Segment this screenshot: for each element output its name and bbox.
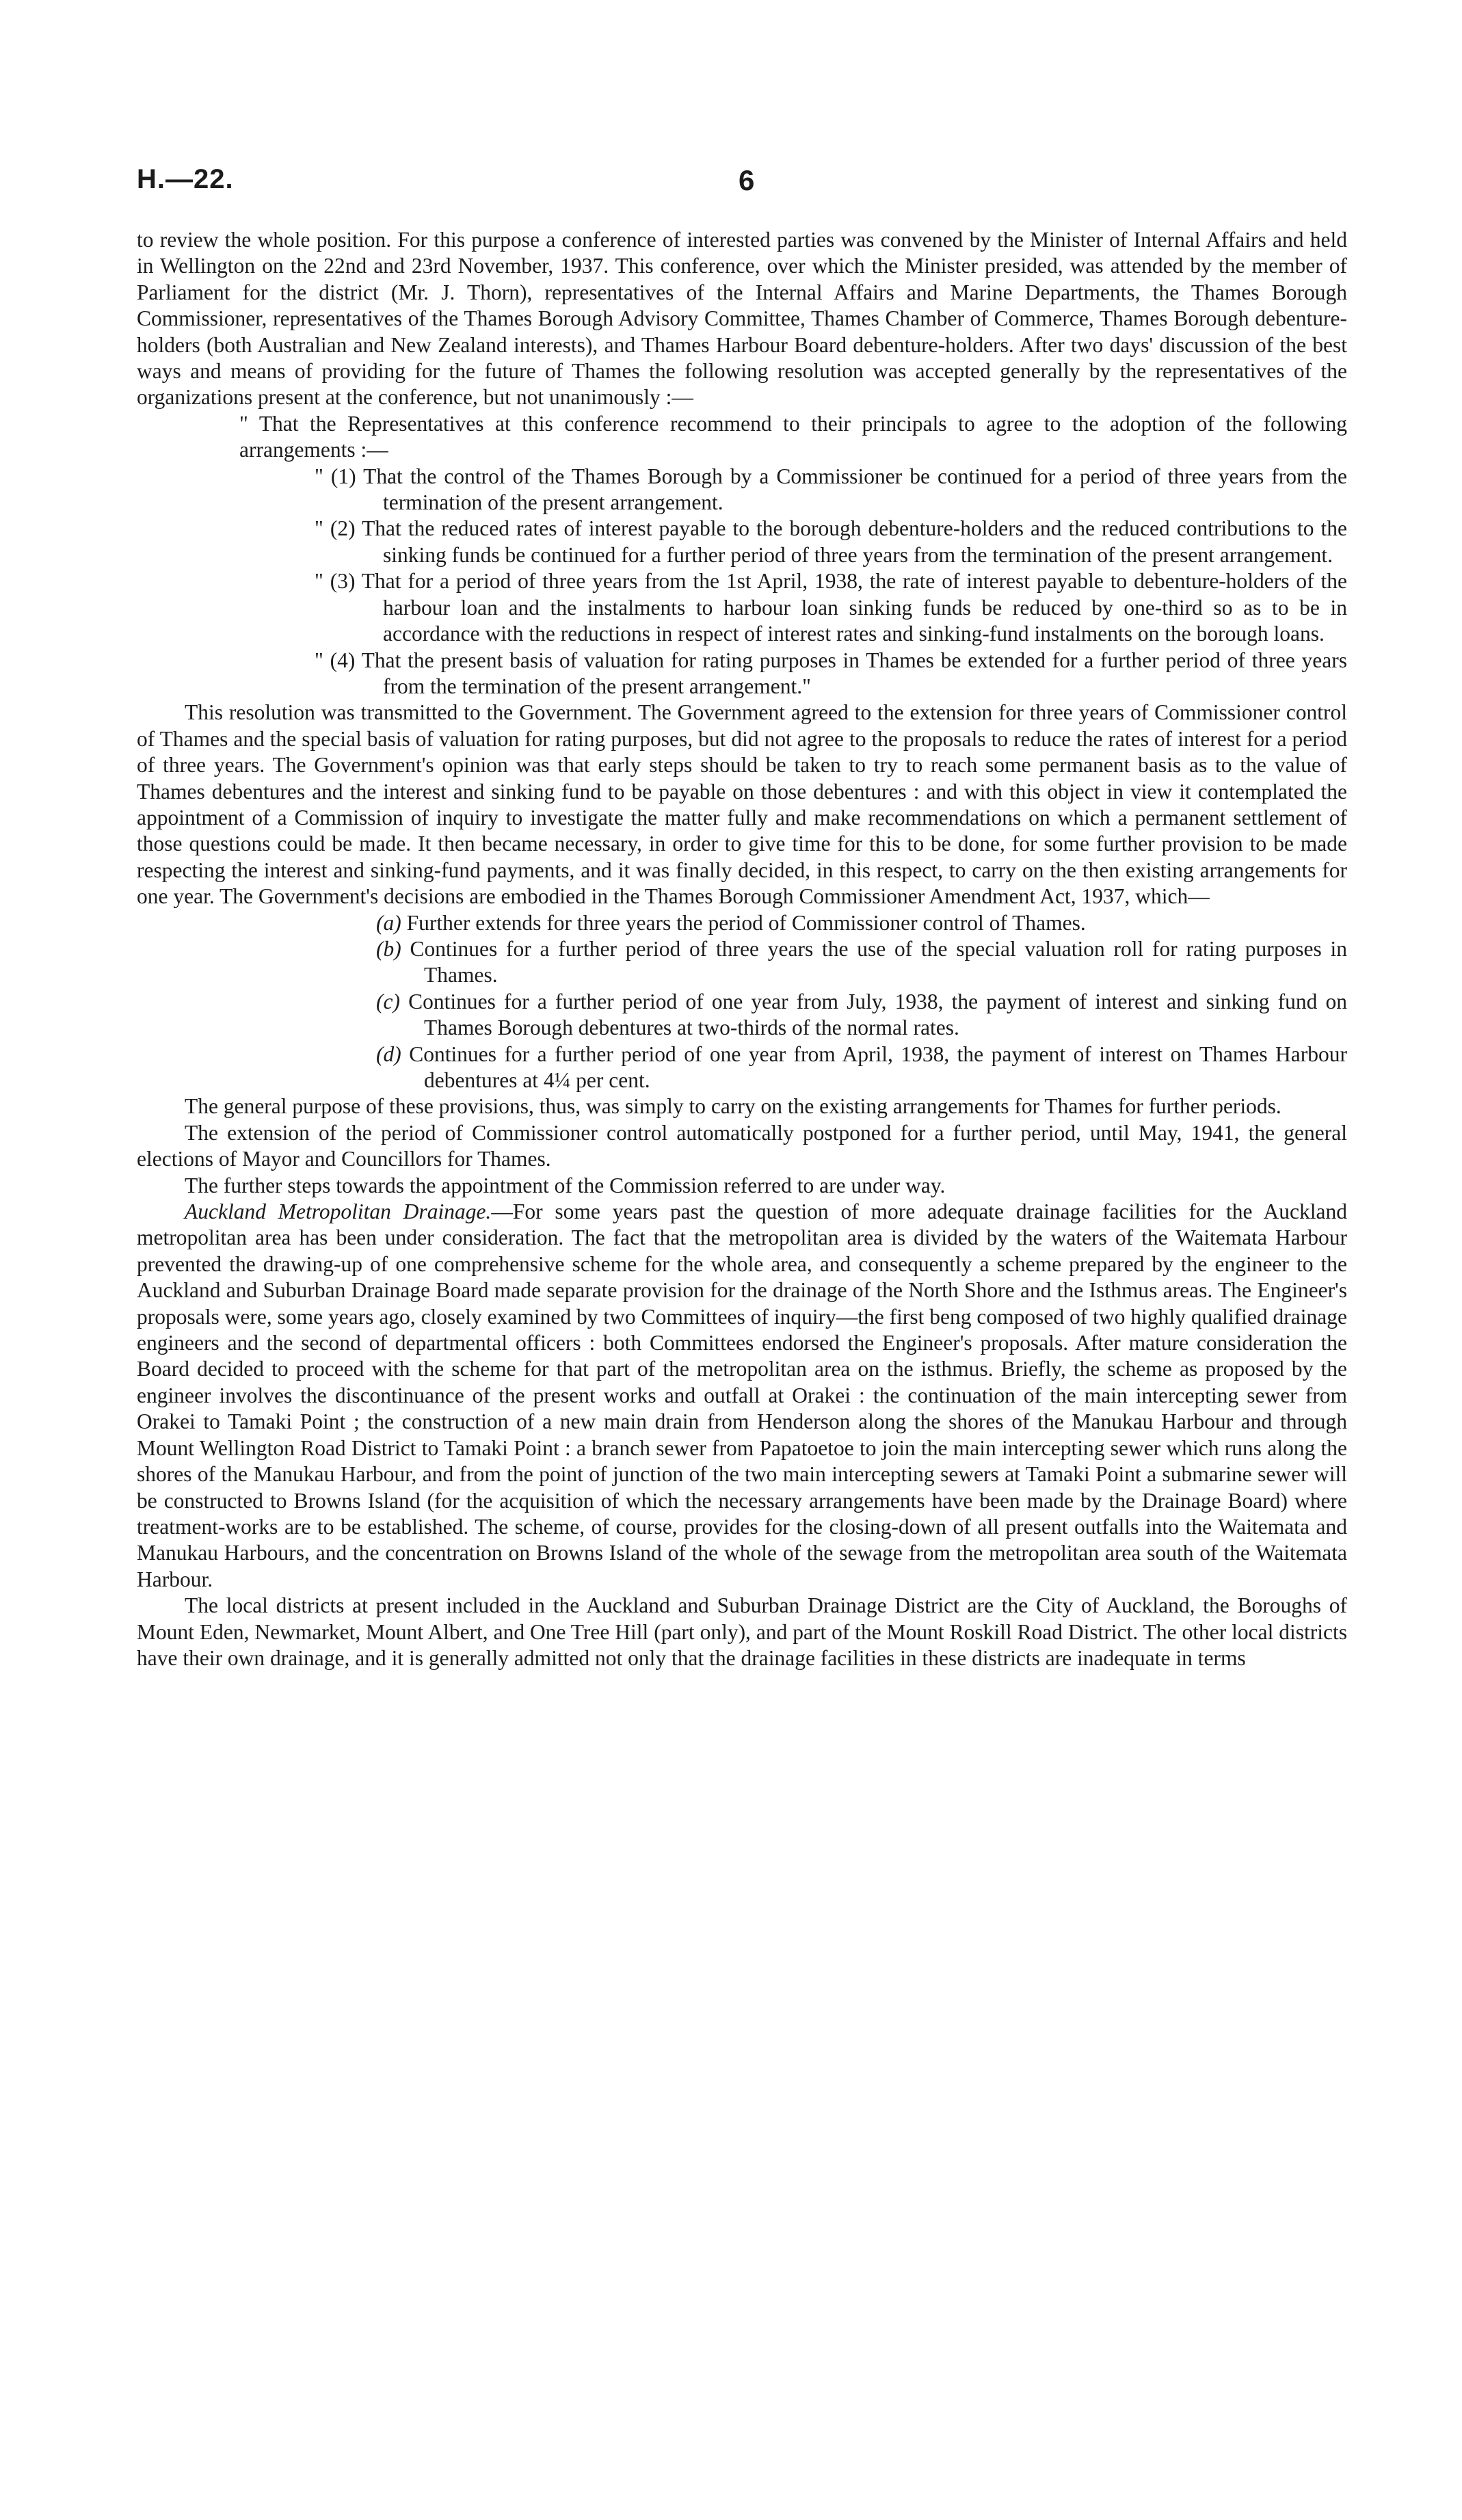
document-page <box>137 164 1347 2448</box>
provision-text: Continues for a further period of one year from April, 1938, the payment of interest on Thames Harbour debentures at 4¼ per cent. <box>409 1042 1348 1092</box>
paragraph-commission: The further steps towards the appointment of the Commission referred to are under way. <box>185 1173 946 1197</box>
paragraph-auckland-drainage <box>137 1199 1347 1593</box>
provision-label: (a) <box>376 910 401 935</box>
act-provision-d <box>376 1042 1348 1094</box>
paragraph-government-decision: This resolution was transmitted to the Government. The Government agreed to the extension for three years of Commissioner control of Thames and the special basis of valuation for rating purposes, but did not agree to the proposals to reduce the rates of interest for a period of three years. The Government's opinion was that early steps should be taken to try to reach some permanent basis as to the value of Thames debentures and the interest and sinking fund to be payable on those debentures : and with this object in view it contemplated the appointment of a Commission of inquiry to investigate the matter fully and make recommendations on which a permanent settlement of those questions could be made. It then became necessary, in order to give time for this to be done, for some further provision to be made respecting the interest and sinking-fund payments, and it was finally decided, in this respect, to carry on the then existing arrangements for one year. The Government's decisions are embodied in the Thames Borough Commissioner Amendment Act, 1937, which— <box>137 700 1347 909</box>
paragraph-general-purpose: The general purpose of these provisions, thus, was simply to carry on the existing arrangements for Thames for further periods. <box>185 1094 1281 1119</box>
paragraph-conference: to review the whole position. For this purpose a conference of interested parties was convened by the Minister of Internal Affairs and held in Wellington on the 22nd and 23rd November, 1937. This conference, over which the Minister presided, was attended by the member of Parliament for the district (Mr. J. Thorn), representatives of the Internal Affairs and Marine Departments, the Thames Borough Commissioner, representatives of the Thames Borough Advisory Committee, Thames Chamber of Commerce, Thames Borough debenture-holders (both Australian and New Zealand interests), and Thames Harbour Board debenture-holders. After two days' discussion of the best ways and means of providing for the future of Thames the following resolution was accepted generally by the representatives of the organizations present at the conference, but not unanimously :— <box>137 228 1347 410</box>
provision-text: Further extends for three years the period of Commissioner control of Thames. <box>406 910 1086 935</box>
provision-text: Continues for a further period of three years the use of the special valuation roll for rating purposes in Thames. <box>410 936 1347 987</box>
paragraph-text: —For some years past the question of more adequate drainage facilities for the Auckland metropolitan area has been under consideration. The fact that the metropolitan area is divided by the waters of the Waitemata Harbour prevented the drawing-up of one comprehensive scheme for the whole area, and consequently a scheme prepared by the engineer to the Auckland and Suburban Drainage Board made separate provision for the drainage of the North Shore and the Isthmus areas. The Engineer's proposals were, some years ago, closely examined by two Committees of inquiry—the first beng composed of two highly qualified drainage engineers and the second of departmental officers : both Committees endorsed the Engineer's proposals. After mature consideration the Board decided to proceed with the scheme for that part of the metropolitan area on the isthmus. Briefly, the scheme as proposed by the engineer involves the discontinuance of the present works and outfall at Orakei : the continuation of the main intercepting sewer from Orakei to Tamaki Point ; the construction of a new main drain from Henderson along the shores of the Manukau Harbour and through Mount Wellington Road District to Tamaki Point : a branch sewer from Papatoetoe to join the main intercepting sewer which runs along the shores of the Manukau Harbour, and from the point of junction of the two main intercepting sewers at Tamaki Point a submarine sewer will be constructed to Browns Island (for the acquisition of which the necessary arrangements have been made by the Drainage Board) where treatment-works are to be established. The scheme, of course, provides for the closing-down of all present outfalls into the Waitemata and Manukau Harbours, and the concentration on Browns Island of the whole of the sewage from the metropolitan area south of the Waitemata Harbour. <box>137 1199 1348 1591</box>
document-reference: H.—22. <box>137 164 234 194</box>
provision-label: (b) <box>376 936 401 961</box>
act-provision-c <box>376 989 1347 1042</box>
resolution-item-3: " (3) That for a period of three years from the 1st April, 1938, the rate of interest payable to debenture-holders of the harbour loan and the instalments to harbour loan sinking funds be reduced by one-third so as to be in accordance with the reductions in respect of interest rates and sinking-fund instalments on the borough loans. <box>315 569 1347 646</box>
page-header <box>137 164 1347 212</box>
section-heading: Auckland Metropolitan Drainage. <box>185 1199 492 1224</box>
page-number: 6 <box>739 164 755 196</box>
paragraph-local-districts: The local districts at present included in the Auckland and Suburban Drainage District are the City of Auckland, the Boroughs of Mount Eden, Newmarket, Mount Albert, and One Tree Hill (part only), and part of the Mount Roskill Road District. The other local districts have their own drainage, and it is generally admitted not only that the drainage facilities in these districts are inadequate in terms <box>137 1593 1347 1670</box>
paragraph-elections: The extension of the period of Commissioner control automatically postponed for a further period, until May, 1941, the general elections of Mayor and Councillors for Thames. <box>137 1120 1347 1171</box>
provision-label: (c) <box>376 989 400 1013</box>
provision-label: (d) <box>376 1042 401 1066</box>
act-provision-a <box>376 910 1347 936</box>
resolution-item-4: " (4) That the present basis of valuation for rating purposes in Thames be extended for a further period of three years from the termination of the present arrangement." <box>315 648 1347 698</box>
body-text <box>137 227 1347 1671</box>
resolution-intro: " That the Representatives at this conference recommend to their principals to agree to the adoption of the following arrangements :— <box>239 411 1347 462</box>
provision-text: Continues for a further period of one year from July, 1938, the payment of interest and sinking fund on Thames Borough debentures at two-thirds of the normal rates. <box>408 989 1347 1040</box>
resolution-item-1: " (1) That the control of the Thames Borough by a Commissioner be continued for a period of three years from the termination of the present arrangement. <box>315 464 1347 515</box>
act-provision-b <box>376 936 1347 989</box>
resolution-item-2: " (2) That the reduced rates of interest payable to the borough debenture-holders and the reduced contributions to the sinking funds be continued for a further period of three years from the termination of the present arrangement. <box>315 516 1347 567</box>
